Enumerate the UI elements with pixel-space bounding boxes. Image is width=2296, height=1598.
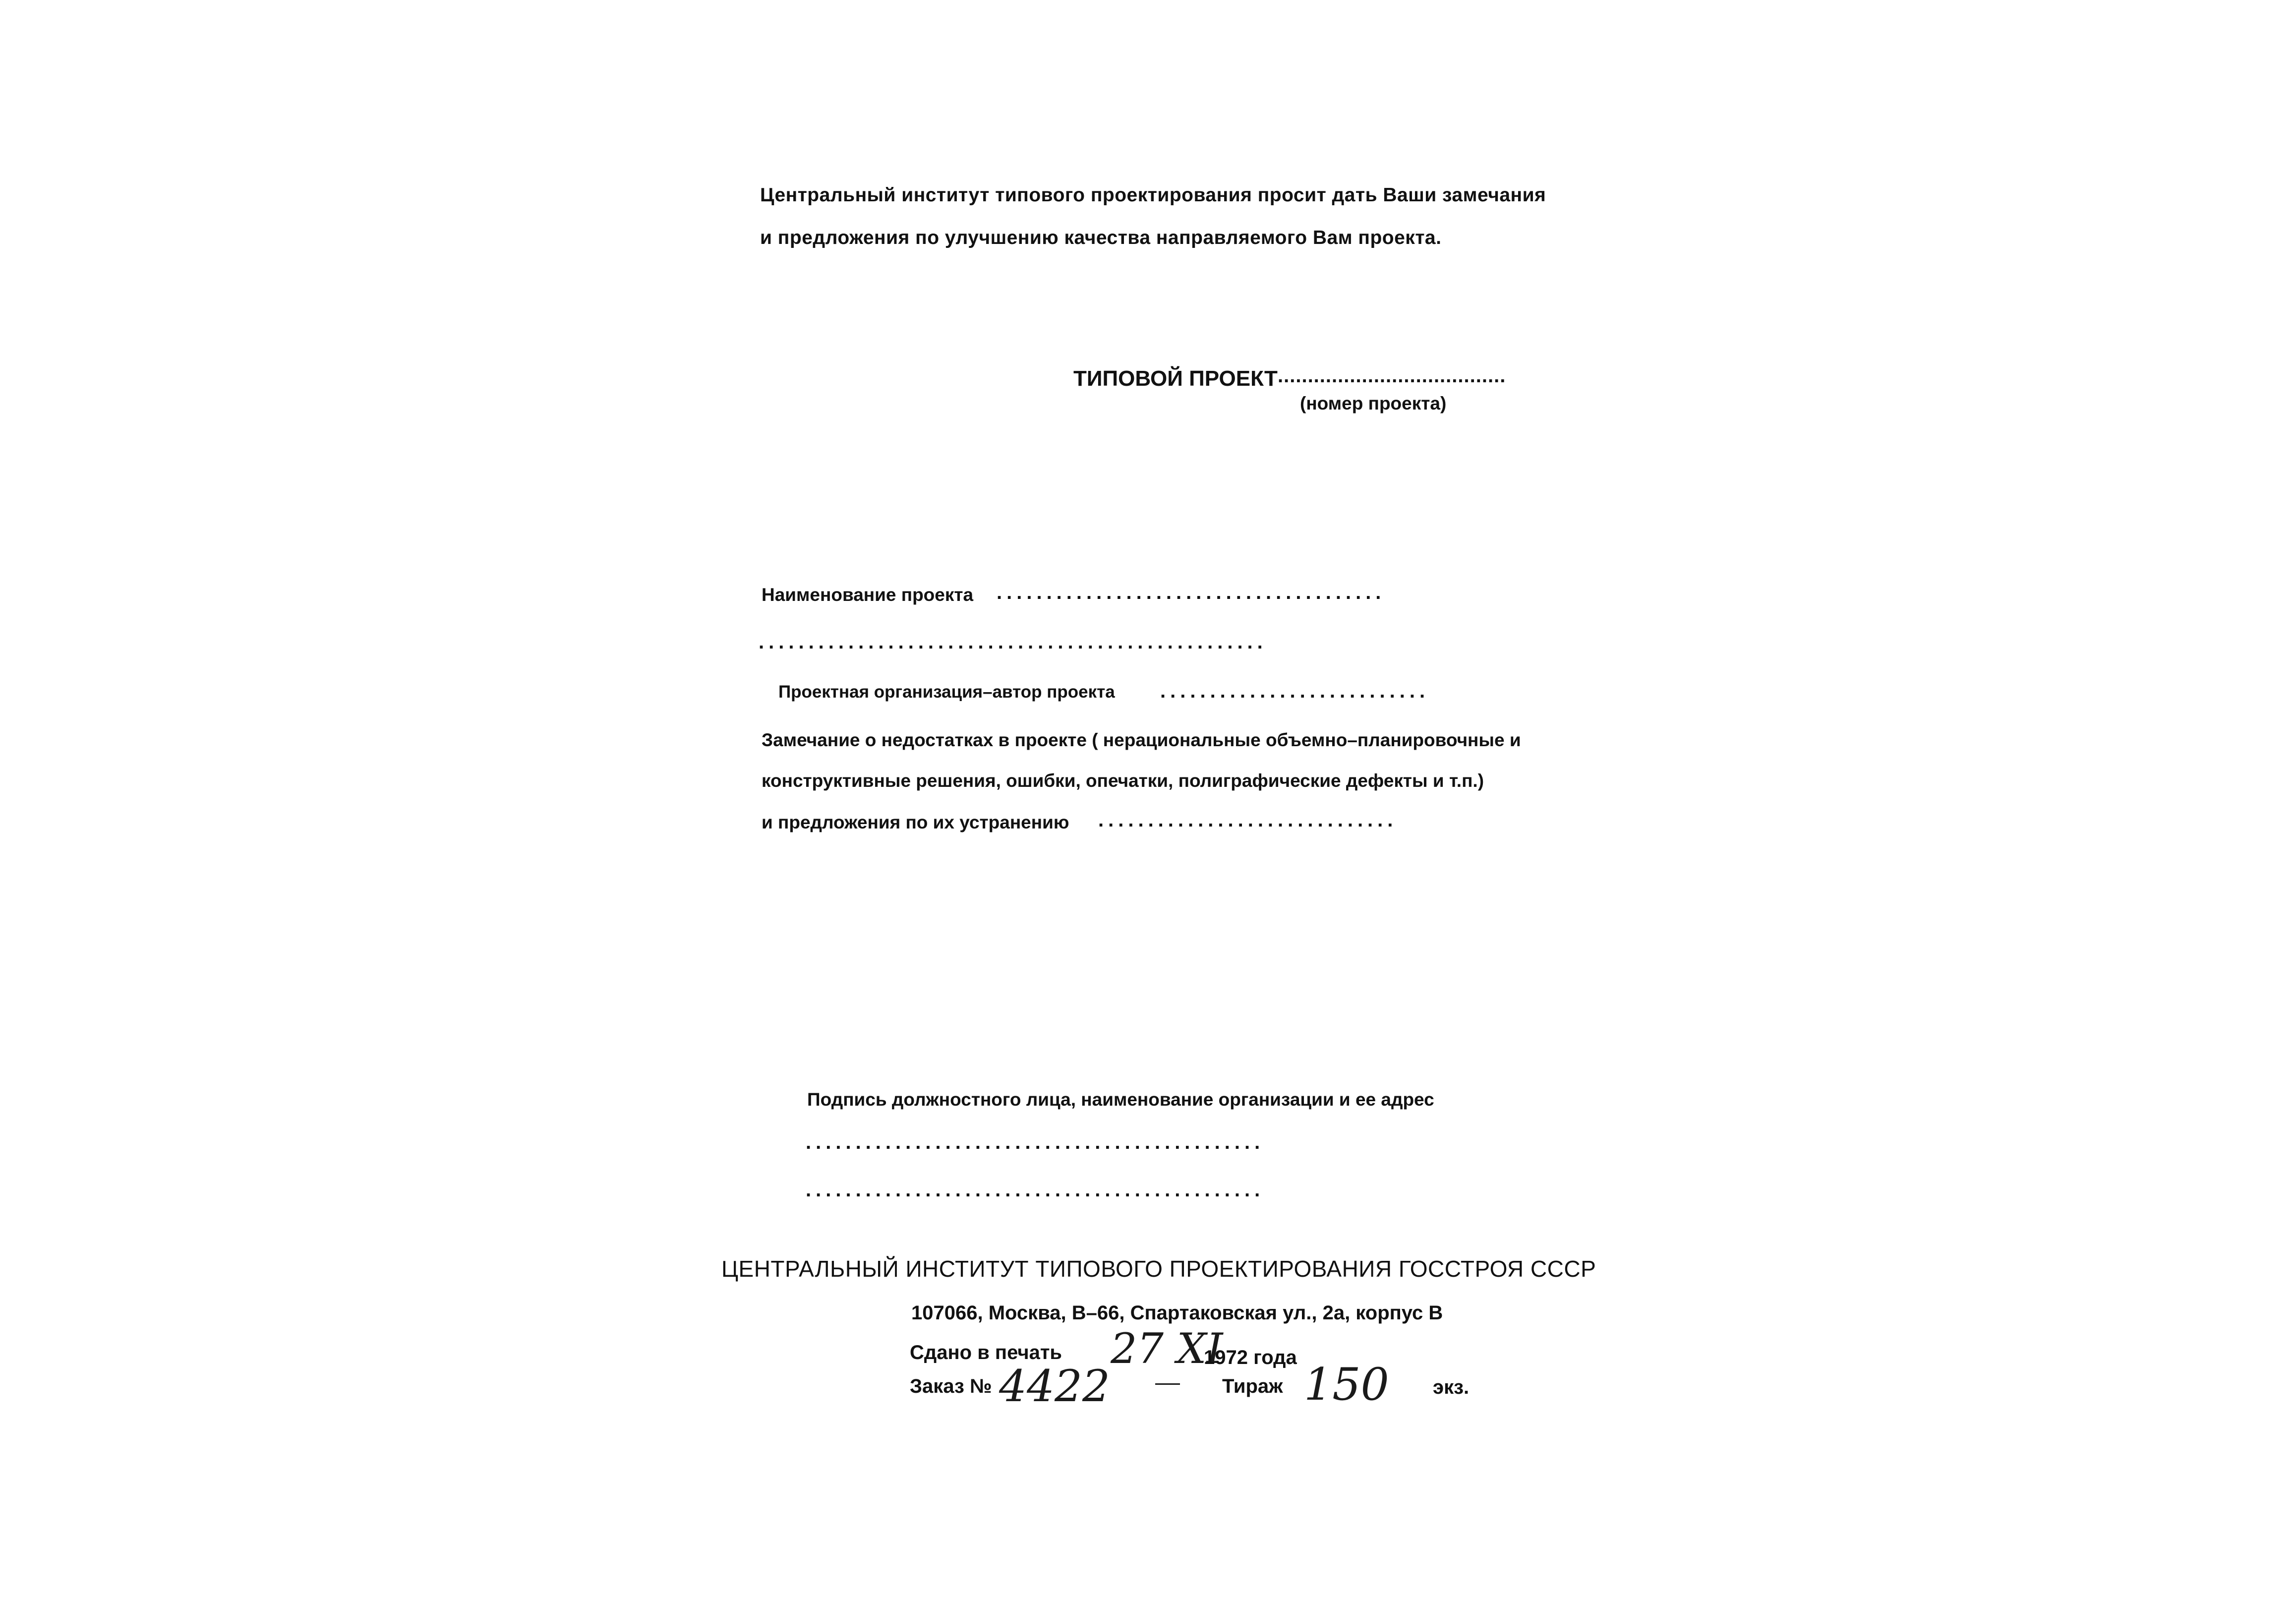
project-number-dots: ...................................... xyxy=(1278,366,1506,386)
project-name-dots-2: ................................................... xyxy=(759,632,1267,652)
remarks-line-1: Замечание о недостатках в проекте ( нерациональные объемно–планировочные и xyxy=(762,730,1521,750)
date-underline xyxy=(1155,1383,1180,1385)
project-name-dots: ....................................... xyxy=(997,583,1386,602)
organization-dots: ........................... xyxy=(1160,681,1430,701)
signature-dots-1: .............................................. xyxy=(806,1132,1265,1152)
sent-date-handwritten: 27 XI xyxy=(1111,1324,1223,1373)
order-label: Заказ № xyxy=(910,1375,992,1397)
remarks-dots: .............................. xyxy=(1098,810,1398,830)
print-run-handwritten: 150 xyxy=(1304,1359,1389,1411)
project-label: ТИПОВОЙ ПРОЕКТ xyxy=(1073,366,1278,391)
intro-line-2: и предложения по улучшению качества направляемого Вам проекта. xyxy=(760,227,1442,248)
remarks-line-3: и предложения по их устранению xyxy=(762,812,1069,832)
intro-line-1: Центральный институт типового проектирования просит дать Ваши замечания xyxy=(760,184,1546,206)
remarks-line-2: конструктивные решения, ошибки, опечатки, полиграфические дефекты и т.п.) xyxy=(762,770,1484,791)
sent-to-print-label: Сдано в печать xyxy=(910,1342,1062,1363)
institute-name: ЦЕНТРАЛЬНЫЙ ИНСТИТУТ ТИПОВОГО ПРОЕКТИРОВАНИЯ ГОССТРОЯ СССР xyxy=(721,1256,1596,1282)
project-number-caption: (номер проекта) xyxy=(1300,393,1447,414)
signature-label: Подпись должностного лица, наименование организации и ее адрес xyxy=(807,1089,1434,1110)
year-label: 1972 года xyxy=(1204,1347,1297,1368)
order-number-handwritten: 4422 xyxy=(999,1361,1110,1412)
institute-address: 107066, Москва, В–66, Спартаковская ул., 2а, корпус В xyxy=(911,1302,1443,1324)
organization-label: Проектная организация–автор проекта xyxy=(778,682,1115,702)
signature-dots-2: .............................................. xyxy=(806,1180,1265,1200)
copies-label: экз. xyxy=(1433,1376,1470,1398)
project-name-label: Наименование проекта xyxy=(762,585,974,605)
print-run-label: Тираж xyxy=(1222,1375,1283,1397)
